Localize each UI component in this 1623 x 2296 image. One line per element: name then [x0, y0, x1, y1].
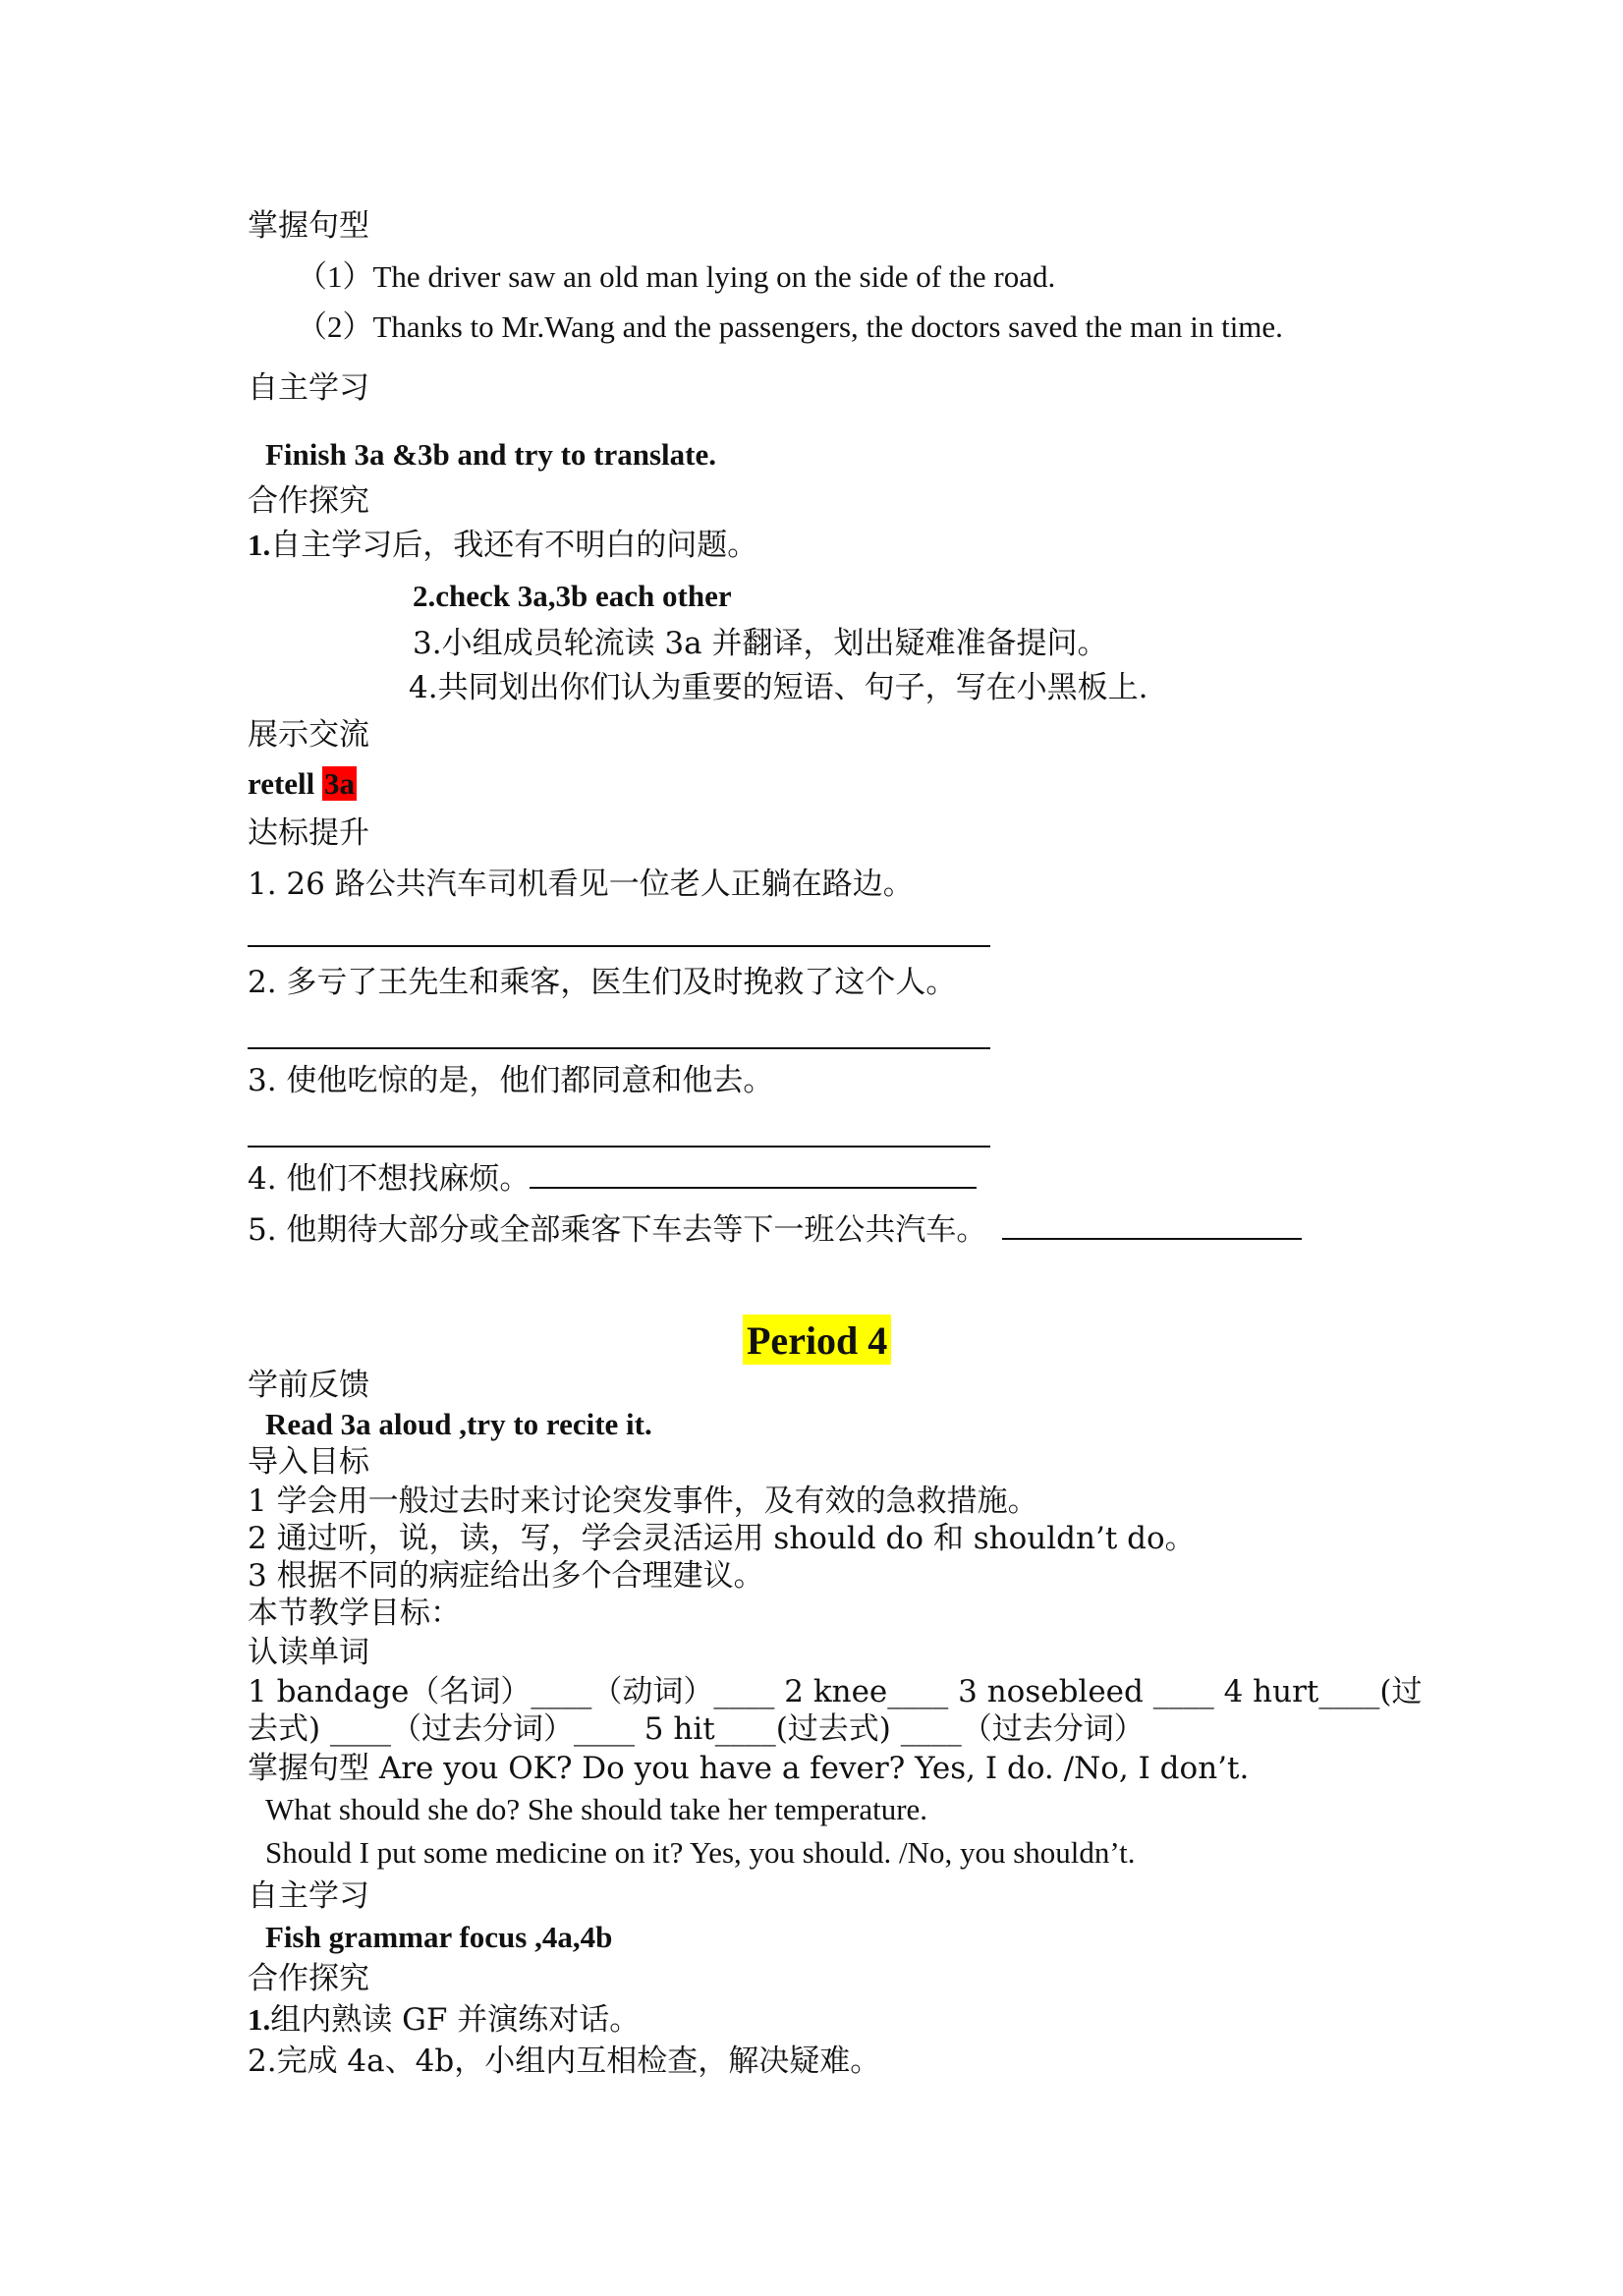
- period-title-text: Period 4: [743, 1315, 891, 1365]
- coop-item-1-p4-text: 组内熟读 GF 并演练对话。: [270, 2002, 641, 2038]
- goal-2: 2 通过听，说，读，写，学会灵活运用 should do 和 shouldn’t do。: [248, 1521, 1196, 1556]
- answer-blank-4[interactable]: [530, 1159, 977, 1189]
- patterns-line-3: Should I put some medicine on it? Yes, you should. /No, you shouldn’t.: [265, 1835, 1136, 1870]
- exercise-5: [248, 1210, 1302, 1250]
- retell-word: retell: [248, 766, 323, 801]
- self-study-task-p4: Fish grammar focus ,4a,4b: [265, 1920, 613, 1954]
- self-study-task: Finish 3a &3b and try to translate.: [265, 437, 716, 472]
- goals-heading: 导入目标: [248, 1444, 369, 1480]
- exercise-1: 1. 26 路公共汽车司机看见一位老人正躺在路边。: [248, 867, 914, 902]
- retell-line: [248, 764, 357, 804]
- words-heading: 认读单词: [248, 1635, 369, 1670]
- teaching-goals-heading: 本节教学目标：: [248, 1596, 461, 1631]
- show-heading: 展示交流: [248, 717, 369, 753]
- coop-item-4: 4.共同划出你们认为重要的短语、句子，写在小黑板上.: [409, 670, 1148, 705]
- answer-line-3[interactable]: [248, 1146, 990, 1148]
- improve-heading: 达标提升: [248, 815, 369, 851]
- coop-item-1-p4-number: 1.: [248, 2002, 271, 2037]
- coop-item-1-text: 自主学习后，我还有不明白的问题。: [270, 528, 758, 563]
- patterns-line-1: 掌握句型 Are you OK? Do you have a fever? Yes, I do. /No, I don’t.: [248, 1751, 1250, 1786]
- pre-study-feedback-heading: 学前反馈: [248, 1368, 369, 1403]
- exercise-4-text: 4. 他们不想找麻烦。: [248, 1161, 531, 1197]
- coop-item-2: 2.check 3a,3b each other: [413, 579, 732, 613]
- pattern-1: （1）The driver saw an old man lying on the side of the road.: [297, 259, 1056, 294]
- coop-heading-p4: 合作探究: [248, 1961, 369, 1996]
- answer-line-1[interactable]: [248, 945, 990, 947]
- words-line-1: 1 bandage（名词）____（动词）____ 2 knee____ 3 nosebleed ____ 4 hurt____(过: [248, 1674, 1423, 1709]
- self-study-heading: 自主学习: [248, 370, 369, 406]
- patterns-line-2: What should she do? She should take her temperature.: [265, 1792, 928, 1826]
- grasp-patterns-heading: 掌握句型: [248, 208, 369, 244]
- coop-item-3: 3.小组成员轮流读 3a 并翻译，划出疑难准备提问。: [413, 626, 1108, 661]
- answer-line-2[interactable]: [248, 1047, 990, 1049]
- words-line-2: 去式) ____（过去分词）____ 5 hit____(过去式) ____（过去分词）: [248, 1711, 1145, 1747]
- exercise-4: [248, 1159, 977, 1199]
- goal-3: 3 根据不同的病症给出多个合理建议。: [248, 1558, 764, 1594]
- retell-highlight: 3a: [324, 766, 356, 801]
- coop-item-1-p4: [248, 2000, 640, 2040]
- answer-blank-5[interactable]: [1002, 1210, 1302, 1240]
- feedback-task: Read 3a aloud ,try to recite it.: [265, 1407, 652, 1441]
- coop-item-2-p4: 2.完成 4a、4b，小组内互相检查，解决疑难。: [248, 2044, 881, 2079]
- period-title: [743, 1312, 891, 1371]
- coop-heading: 合作探究: [248, 483, 369, 519]
- coop-item-1: [248, 526, 757, 565]
- pattern-2: （2）Thanks to Mr.Wang and the passengers, the doctors saved the man in time.: [297, 309, 1283, 344]
- coop-item-1-number: 1.: [248, 528, 271, 562]
- self-study-heading-p4: 自主学习: [248, 1878, 369, 1914]
- goal-1: 1 学会用一般过去时来讨论突发事件，及有效的急救措施。: [248, 1484, 1038, 1519]
- exercise-5-text: 5. 他期待大部分或全部乘客下车去等下一班公共汽车。: [248, 1212, 987, 1248]
- exercise-2: 2. 多亏了王先生和乘客，医生们及时挽救了这个人。: [248, 965, 957, 1000]
- exercise-3: 3. 使他吃惊的是，他们都同意和他去。: [248, 1063, 774, 1098]
